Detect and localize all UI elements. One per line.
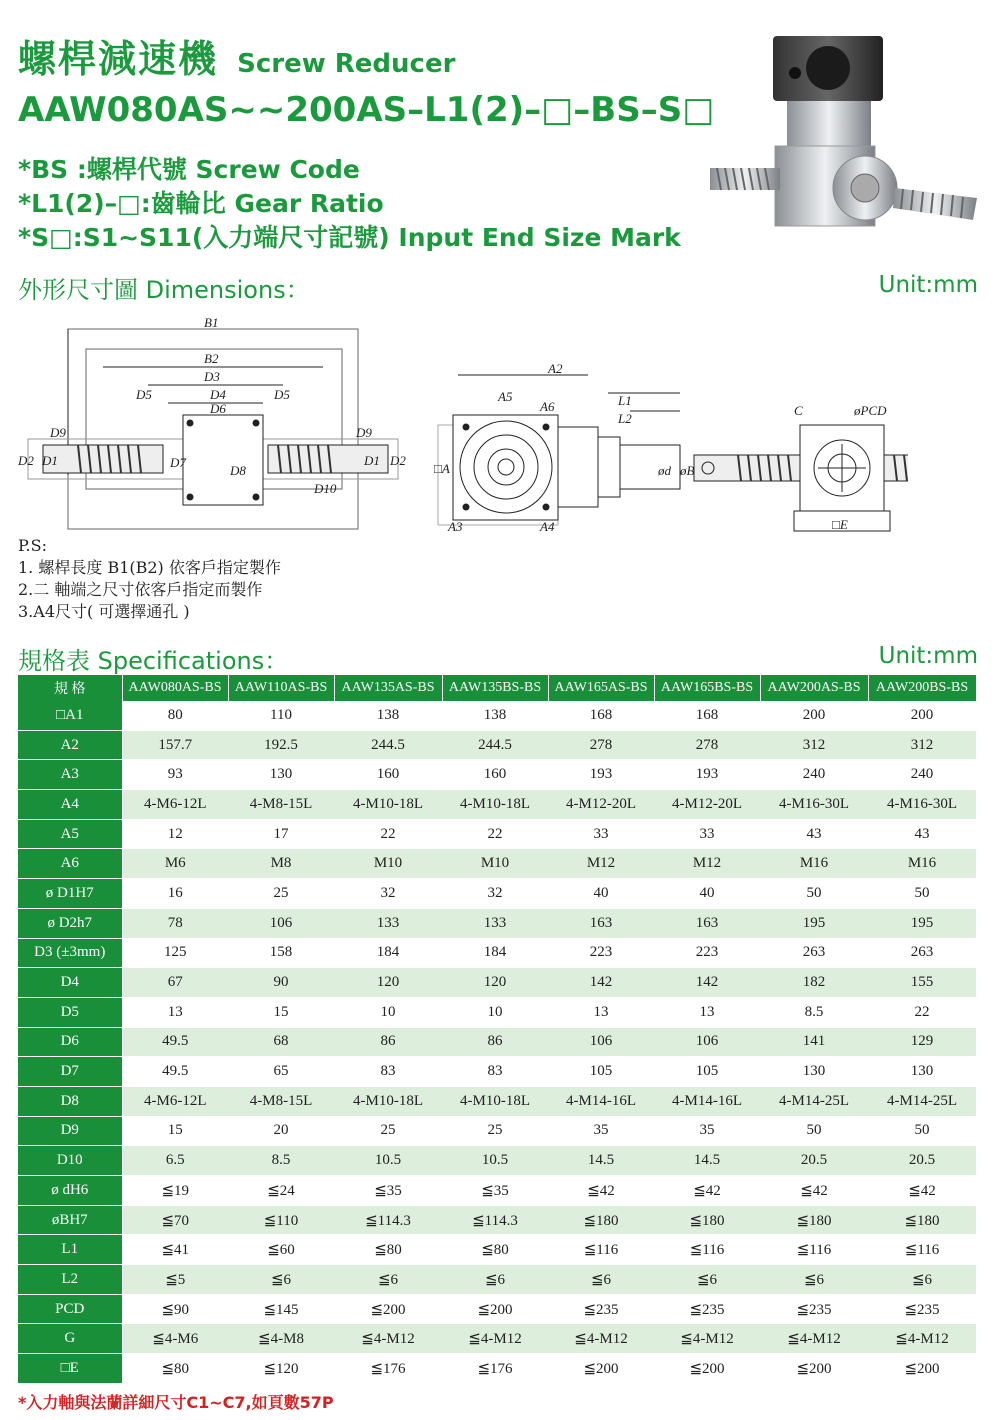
table-cell: 155 xyxy=(868,968,976,998)
table-row xyxy=(18,1354,976,1384)
table-cell: 142 xyxy=(654,968,760,998)
table-cell: 80 xyxy=(122,701,228,730)
row-label: L1 xyxy=(18,1235,122,1265)
table-cell: 157.7 xyxy=(122,730,228,760)
table-cell: 50 xyxy=(868,1116,976,1146)
table-cell: 160 xyxy=(334,760,442,790)
table-cell: ≦180 xyxy=(868,1205,976,1235)
row-label: G xyxy=(18,1324,122,1354)
table-cell: ≦4-M12 xyxy=(334,1324,442,1354)
table-cell: 13 xyxy=(654,997,760,1027)
table-cell: 14.5 xyxy=(654,1146,760,1176)
header-model: AAW080AS-BS xyxy=(122,675,228,701)
table-cell: 10 xyxy=(442,997,548,1027)
table-cell: 110 xyxy=(228,701,334,730)
table-cell: 6.5 xyxy=(122,1146,228,1176)
table-cell: ≦4-M12 xyxy=(654,1324,760,1354)
row-label: PCD xyxy=(18,1294,122,1324)
label-d9-left: D9 xyxy=(50,425,66,440)
table-cell: 86 xyxy=(442,1027,548,1057)
table-cell: ≦116 xyxy=(654,1235,760,1265)
table-cell: 200 xyxy=(760,701,868,730)
table-cell: 158 xyxy=(228,938,334,968)
table-cell: ≦6 xyxy=(868,1265,976,1295)
table-cell: 33 xyxy=(654,819,760,849)
table-cell: 106 xyxy=(548,1027,654,1057)
row-label: øBH7 xyxy=(18,1205,122,1235)
table-cell: 25 xyxy=(228,879,334,909)
label-d5-left: D5 xyxy=(136,387,152,402)
title-chinese: 螺桿減速機 xyxy=(18,37,219,81)
table-cell: 25 xyxy=(334,1116,442,1146)
table-cell: 184 xyxy=(334,938,442,968)
table-cell: 163 xyxy=(548,908,654,938)
table-cell: 182 xyxy=(760,968,868,998)
table-cell: ≦42 xyxy=(868,1176,976,1206)
table-cell: 10.5 xyxy=(334,1146,442,1176)
note-input-end: *S□:S1~S11(入力端尺寸記號) Input End Size Mark xyxy=(18,223,681,252)
table-cell: 50 xyxy=(868,879,976,909)
row-label: A2 xyxy=(18,730,122,760)
table-cell: 141 xyxy=(760,1027,868,1057)
row-label: ø D2h7 xyxy=(18,908,122,938)
label-d2-left: D2 xyxy=(18,453,34,468)
table-row xyxy=(18,908,976,938)
label-d10: D10 xyxy=(314,481,337,496)
row-label: ø D1H7 xyxy=(18,879,122,909)
table-cell: ≦35 xyxy=(442,1176,548,1206)
label-d1-left: D1 xyxy=(42,453,58,468)
label-e: □E xyxy=(832,517,848,532)
table-cell: 35 xyxy=(548,1116,654,1146)
table-cell: 49.5 xyxy=(122,1027,228,1057)
table-cell: 193 xyxy=(654,760,760,790)
table-cell: ≦235 xyxy=(760,1294,868,1324)
table-cell: 184 xyxy=(442,938,548,968)
row-label: D8 xyxy=(18,1086,122,1116)
table-cell: 83 xyxy=(442,1057,548,1087)
table-cell: ≦116 xyxy=(760,1235,868,1265)
ps-note-3: 3.A4尺寸( 可選擇通孔 ) xyxy=(18,602,190,621)
ps-title: P.S: xyxy=(18,536,47,555)
table-cell: M6 xyxy=(122,849,228,879)
label-b1: B1 xyxy=(204,315,219,330)
label-d2-right: D2 xyxy=(390,453,406,468)
table-cell: 130 xyxy=(868,1057,976,1087)
table-cell: ≦35 xyxy=(334,1176,442,1206)
table-cell: 25 xyxy=(442,1116,548,1146)
table-cell: 16 xyxy=(122,879,228,909)
table-row xyxy=(18,997,976,1027)
table-cell: ≦41 xyxy=(122,1235,228,1265)
table-cell: ≦200 xyxy=(868,1354,976,1384)
table-cell: ≦116 xyxy=(548,1235,654,1265)
table-cell: 50 xyxy=(760,879,868,909)
label-d3: D3 xyxy=(204,369,220,384)
table-cell: 133 xyxy=(442,908,548,938)
table-cell: 22 xyxy=(868,997,976,1027)
label-d4: D4 xyxy=(210,387,226,402)
label-l1: L1 xyxy=(618,393,632,408)
table-cell: 278 xyxy=(548,730,654,760)
table-cell: 120 xyxy=(442,968,548,998)
table-row xyxy=(18,760,976,790)
table-cell: ≦4-M12 xyxy=(442,1324,548,1354)
table-cell: 22 xyxy=(334,819,442,849)
table-cell: ≦60 xyxy=(228,1235,334,1265)
table-cell: 10 xyxy=(334,997,442,1027)
table-row xyxy=(18,1324,976,1354)
table-cell: ≦5 xyxy=(122,1265,228,1295)
table-cell: 20.5 xyxy=(868,1146,976,1176)
table-cell: 8.5 xyxy=(228,1146,334,1176)
table-cell: 223 xyxy=(548,938,654,968)
table-cell: ≦176 xyxy=(442,1354,548,1384)
table-cell: M16 xyxy=(760,849,868,879)
table-cell: M12 xyxy=(548,849,654,879)
table-row xyxy=(18,1205,976,1235)
table-cell: 312 xyxy=(760,730,868,760)
housing-column xyxy=(787,101,871,151)
dimensions-unit: Unit:mm xyxy=(878,272,978,298)
table-cell: ≦24 xyxy=(228,1176,334,1206)
table-cell: 195 xyxy=(760,908,868,938)
label-a2: A2 xyxy=(548,361,563,376)
table-cell: ≦19 xyxy=(122,1176,228,1206)
table-cell: 130 xyxy=(760,1057,868,1087)
screw-shaft-right xyxy=(893,188,977,220)
table-cell: M16 xyxy=(868,849,976,879)
label-c: C xyxy=(794,403,803,418)
note-gear-ratio: *L1(2)–□:齒輪比 Gear Ratio xyxy=(18,189,384,218)
table-cell: 4-M14-16L xyxy=(548,1086,654,1116)
table-row xyxy=(18,1176,976,1206)
table-cell: M8 xyxy=(228,849,334,879)
table-cell: 142 xyxy=(548,968,654,998)
table-cell: 105 xyxy=(548,1057,654,1087)
table-cell: 15 xyxy=(122,1116,228,1146)
table-row xyxy=(18,790,976,820)
table-row xyxy=(18,1235,976,1265)
table-header-row xyxy=(18,675,976,701)
table-cell: ≦4-M8 xyxy=(228,1324,334,1354)
table-cell: 4-M10-18L xyxy=(442,790,548,820)
table-cell: ≦200 xyxy=(760,1354,868,1384)
label-od: ød xyxy=(658,463,671,478)
top-view-drawing xyxy=(694,425,908,531)
table-row xyxy=(18,730,976,760)
table-cell: 14.5 xyxy=(548,1146,654,1176)
table-cell: 90 xyxy=(228,968,334,998)
table-cell: 4-M16-30L xyxy=(760,790,868,820)
table-cell: 43 xyxy=(760,819,868,849)
header-corner: 規 格 xyxy=(18,675,122,701)
table-cell: ≦6 xyxy=(334,1265,442,1295)
table-cell: M12 xyxy=(654,849,760,879)
table-cell: 138 xyxy=(334,701,442,730)
table-cell: 40 xyxy=(654,879,760,909)
header-model: AAW165AS-BS xyxy=(548,675,654,701)
table-cell: ≦200 xyxy=(334,1294,442,1324)
table-cell: ≦80 xyxy=(334,1235,442,1265)
label-a4: A4 xyxy=(540,519,555,534)
header-model: AAW165BS-BS xyxy=(654,675,760,701)
table-cell: 4-M8-15L xyxy=(228,790,334,820)
table-row xyxy=(18,968,976,998)
table-cell: 160 xyxy=(442,760,548,790)
table-cell: 65 xyxy=(228,1057,334,1087)
table-row xyxy=(18,879,976,909)
table-cell: 193 xyxy=(548,760,654,790)
table-cell: 200 xyxy=(868,701,976,730)
table-cell: M10 xyxy=(442,849,548,879)
table-cell: ≦235 xyxy=(868,1294,976,1324)
table-cell: ≦120 xyxy=(228,1354,334,1384)
table-cell: 4-M12-20L xyxy=(548,790,654,820)
table-cell: 244.5 xyxy=(442,730,548,760)
table-cell: 278 xyxy=(654,730,760,760)
table-cell: 4-M14-25L xyxy=(868,1086,976,1116)
table-cell: 125 xyxy=(122,938,228,968)
table-row xyxy=(18,1116,976,1146)
specifications-table xyxy=(18,675,977,1384)
label-d7: D7 xyxy=(170,455,186,470)
header-model: AAW135BS-BS xyxy=(442,675,548,701)
label-d8: D8 xyxy=(230,463,246,478)
table-cell: 20.5 xyxy=(760,1146,868,1176)
table-cell: 263 xyxy=(868,938,976,968)
table-cell: 4-M10-18L xyxy=(334,790,442,820)
table-row xyxy=(18,1294,976,1324)
table-cell: 312 xyxy=(868,730,976,760)
table-cell: 8.5 xyxy=(760,997,868,1027)
table-cell: 138 xyxy=(442,701,548,730)
table-cell: 106 xyxy=(228,908,334,938)
row-label: A3 xyxy=(18,760,122,790)
table-cell: ≦80 xyxy=(442,1235,548,1265)
row-label: A6 xyxy=(18,849,122,879)
table-cell: ≦42 xyxy=(654,1176,760,1206)
table-cell: 223 xyxy=(654,938,760,968)
table-row xyxy=(18,849,976,879)
table-cell: 49.5 xyxy=(122,1057,228,1087)
table-cell: ≦80 xyxy=(122,1354,228,1384)
row-label: A5 xyxy=(18,819,122,849)
table-cell: 13 xyxy=(548,997,654,1027)
table-cell: ≦4-M6 xyxy=(122,1324,228,1354)
table-cell: 4-M12-20L xyxy=(654,790,760,820)
label-ob: øB xyxy=(680,463,695,478)
table-cell: ≦200 xyxy=(442,1294,548,1324)
dimension-drawings xyxy=(18,315,908,535)
row-label: D10 xyxy=(18,1146,122,1176)
note-screw-code: *BS :螺桿代號 Screw Code xyxy=(18,155,360,184)
front-view-drawing xyxy=(438,375,680,525)
header-model: AAW110AS-BS xyxy=(228,675,334,701)
row-label: L2 xyxy=(18,1265,122,1295)
table-cell: 129 xyxy=(868,1027,976,1057)
table-cell: 22 xyxy=(442,819,548,849)
table-cell: M10 xyxy=(334,849,442,879)
specifications-heading: 規格表 Specifications： xyxy=(18,647,289,675)
table-cell: 4-M16-30L xyxy=(868,790,976,820)
table-cell: 105 xyxy=(654,1057,760,1087)
label-l2: L2 xyxy=(618,411,632,426)
screw-shaft-left xyxy=(710,168,780,190)
table-cell: ≦6 xyxy=(228,1265,334,1295)
table-row xyxy=(18,1086,976,1116)
table-cell: ≦4-M12 xyxy=(868,1324,976,1354)
table-cell: 168 xyxy=(548,701,654,730)
table-cell: ≦4-M12 xyxy=(760,1324,868,1354)
table-cell: 130 xyxy=(228,760,334,790)
model-code: AAW080AS~~200AS–L1(2)–□–BS–S□ xyxy=(18,90,715,130)
table-cell: ≦235 xyxy=(548,1294,654,1324)
table-row xyxy=(18,819,976,849)
table-cell: 93 xyxy=(122,760,228,790)
label-d1-right: D1 xyxy=(364,453,380,468)
table-cell: 263 xyxy=(760,938,868,968)
table-row xyxy=(18,938,976,968)
table-cell: ≦42 xyxy=(548,1176,654,1206)
label-pcd: øPCD xyxy=(854,403,887,418)
table-cell: 15 xyxy=(228,997,334,1027)
table-cell: 43 xyxy=(868,819,976,849)
table-cell: 4-M14-16L xyxy=(654,1086,760,1116)
table-cell: 4-M10-18L xyxy=(334,1086,442,1116)
table-row xyxy=(18,1057,976,1087)
table-row xyxy=(18,701,976,730)
table-cell: ≦42 xyxy=(760,1176,868,1206)
row-label: D6 xyxy=(18,1027,122,1057)
table-cell: 83 xyxy=(334,1057,442,1087)
table-cell: ≦6 xyxy=(548,1265,654,1295)
row-label: ø dH6 xyxy=(18,1176,122,1206)
table-cell: ≦180 xyxy=(654,1205,760,1235)
table-cell: ≦235 xyxy=(654,1294,760,1324)
specifications-unit: Unit:mm xyxy=(878,643,978,669)
table-cell: 13 xyxy=(122,997,228,1027)
header-model: AAW135AS-BS xyxy=(334,675,442,701)
table-cell: 106 xyxy=(654,1027,760,1057)
table-cell: 35 xyxy=(654,1116,760,1146)
table-cell: 133 xyxy=(334,908,442,938)
table-cell: 10.5 xyxy=(442,1146,548,1176)
table-cell: 32 xyxy=(334,879,442,909)
label-d9-right: D9 xyxy=(356,425,372,440)
row-label: □A1 xyxy=(18,701,122,730)
table-cell: 12 xyxy=(122,819,228,849)
table-cell: ≦6 xyxy=(654,1265,760,1295)
table-cell: 195 xyxy=(868,908,976,938)
table-cell: 20 xyxy=(228,1116,334,1146)
table-cell: 168 xyxy=(654,701,760,730)
table-cell: ≦90 xyxy=(122,1294,228,1324)
label-d5-right: D5 xyxy=(274,387,290,402)
table-cell: ≦200 xyxy=(548,1354,654,1384)
header-model: AAW200AS-BS xyxy=(760,675,868,701)
page-title xyxy=(18,28,455,83)
table-cell: ≦110 xyxy=(228,1205,334,1235)
row-label: A4 xyxy=(18,790,122,820)
table-cell: ≦180 xyxy=(548,1205,654,1235)
table-cell: 120 xyxy=(334,968,442,998)
table-cell: ≦6 xyxy=(442,1265,548,1295)
table-cell: 4-M8-15L xyxy=(228,1086,334,1116)
table-cell: ≦200 xyxy=(654,1354,760,1384)
row-label: D9 xyxy=(18,1116,122,1146)
table-cell: 86 xyxy=(334,1027,442,1057)
label-a6: A6 xyxy=(540,399,555,414)
table-cell: 240 xyxy=(868,760,976,790)
footnote: *入力軸與法蘭詳細尺寸C1~C7,如頁數57P xyxy=(18,1393,334,1412)
table-cell: 163 xyxy=(654,908,760,938)
table-cell: ≦4-M12 xyxy=(548,1324,654,1354)
table-cell: 4-M10-18L xyxy=(442,1086,548,1116)
drawing-notes xyxy=(18,535,281,623)
table-cell: 192.5 xyxy=(228,730,334,760)
table-cell: ≦70 xyxy=(122,1205,228,1235)
table-cell: 4-M6-12L xyxy=(122,1086,228,1116)
dimensions-heading: 外形尺寸圖 Dimensions： xyxy=(18,276,310,304)
row-label: D3 (±3mm) xyxy=(18,938,122,968)
ps-note-2: 2.二 軸端之尺寸依客戶指定而製作 xyxy=(18,580,263,599)
label-b2: B2 xyxy=(204,351,219,366)
table-cell: 78 xyxy=(122,908,228,938)
table-cell: 32 xyxy=(442,879,548,909)
label-a1: □A xyxy=(434,461,450,476)
table-cell: 68 xyxy=(228,1027,334,1057)
table-cell: 17 xyxy=(228,819,334,849)
table-cell: ≦145 xyxy=(228,1294,334,1324)
label-d6: D6 xyxy=(210,401,226,416)
table-cell: ≦6 xyxy=(760,1265,868,1295)
table-cell: 244.5 xyxy=(334,730,442,760)
label-a3: A3 xyxy=(448,519,463,534)
table-row xyxy=(18,1265,976,1295)
reducer-photo xyxy=(705,28,985,253)
table-cell: 4-M6-12L xyxy=(122,790,228,820)
row-label: D4 xyxy=(18,968,122,998)
row-label: □E xyxy=(18,1354,122,1384)
table-row xyxy=(18,1027,976,1057)
table-cell: ≦114.3 xyxy=(442,1205,548,1235)
table-cell: 67 xyxy=(122,968,228,998)
label-a5: A5 xyxy=(498,389,513,404)
table-row xyxy=(18,1146,976,1176)
table-cell: ≦176 xyxy=(334,1354,442,1384)
table-cell: ≦180 xyxy=(760,1205,868,1235)
table-cell: ≦116 xyxy=(868,1235,976,1265)
table-cell: ≦114.3 xyxy=(334,1205,442,1235)
row-label: D5 xyxy=(18,997,122,1027)
header-model: AAW200BS-BS xyxy=(868,675,976,701)
table-cell: 40 xyxy=(548,879,654,909)
title-english: Screw Reducer xyxy=(237,49,456,79)
table-cell: 33 xyxy=(548,819,654,849)
ps-note-1: 1. 螺桿長度 B1(B2) 依客戶指定製作 xyxy=(18,558,281,577)
table-cell: 4-M14-25L xyxy=(760,1086,868,1116)
table-cell: 240 xyxy=(760,760,868,790)
table-cell: 50 xyxy=(760,1116,868,1146)
row-label: D7 xyxy=(18,1057,122,1087)
